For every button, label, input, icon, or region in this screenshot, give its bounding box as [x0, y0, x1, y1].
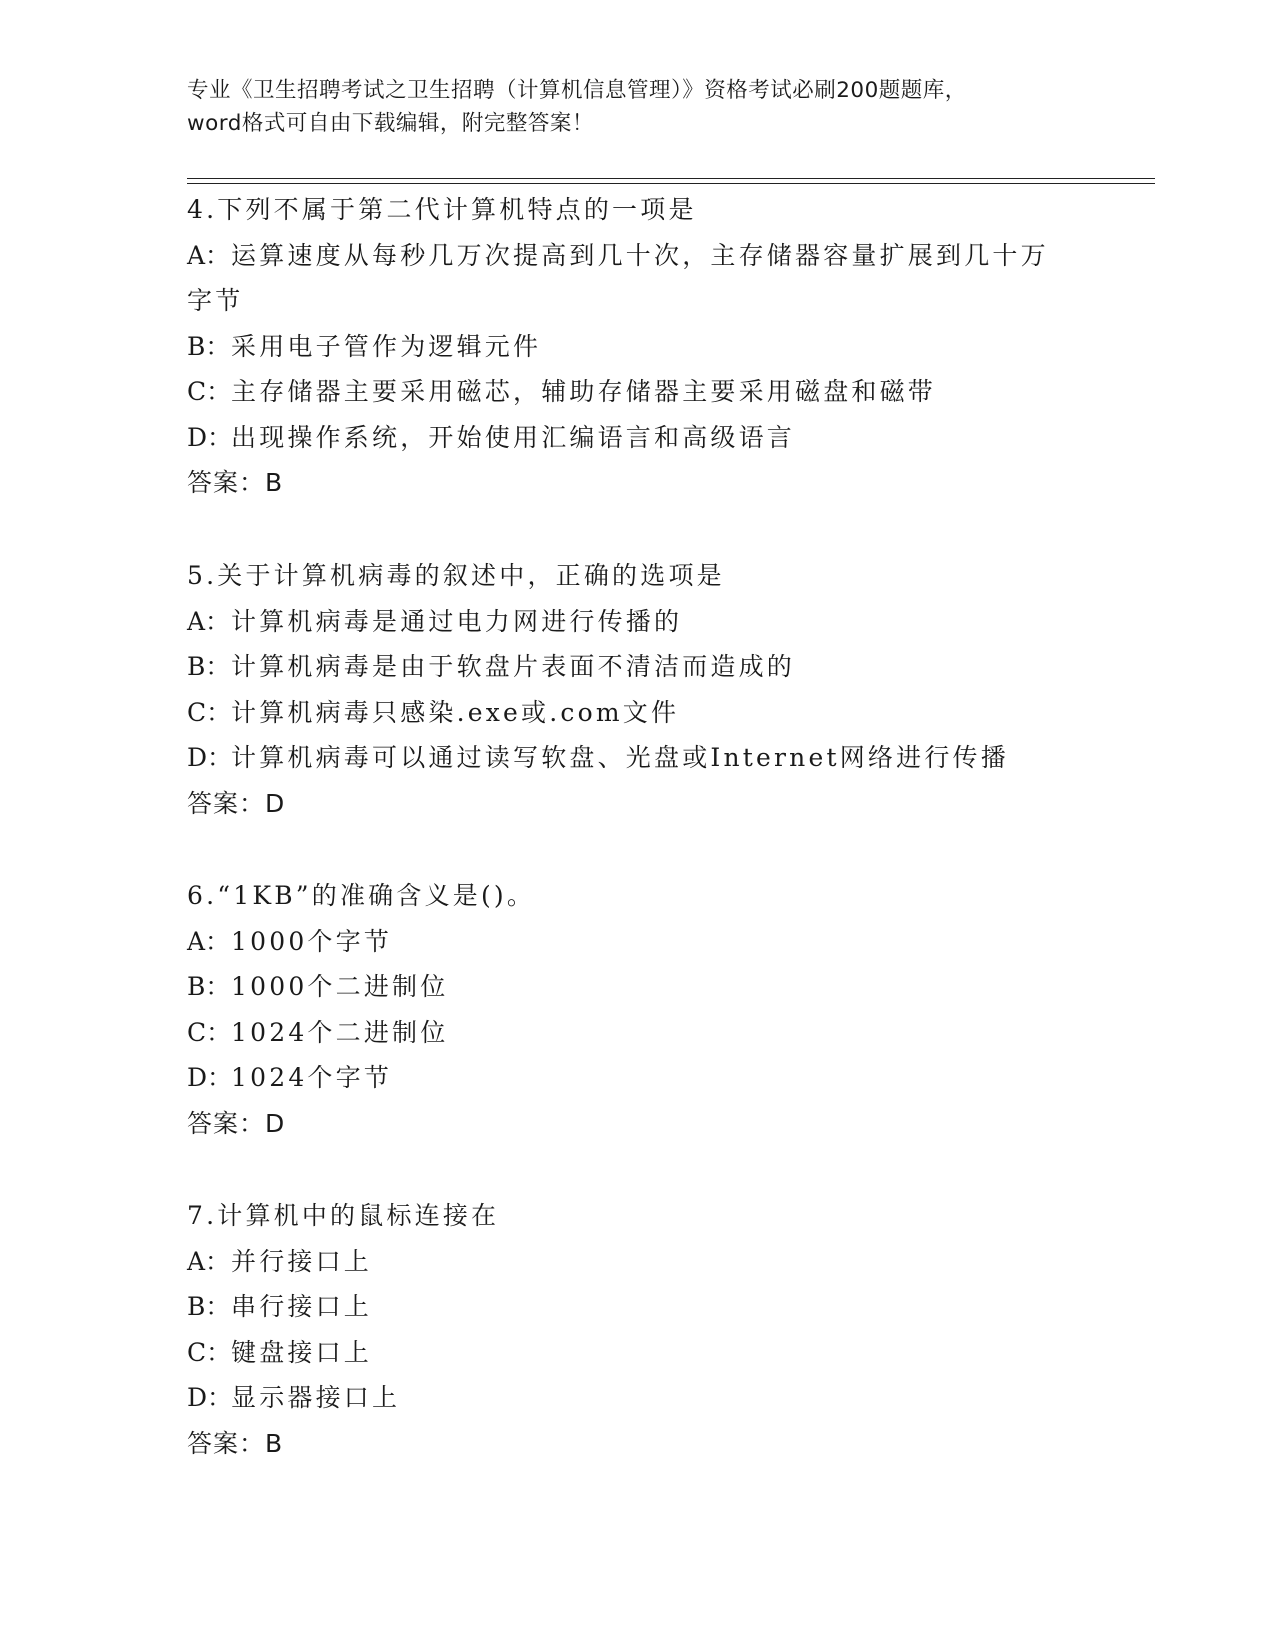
option-a — [187, 599, 1147, 645]
option-key: D： — [187, 422, 233, 452]
option-d — [187, 1055, 1147, 1101]
option-key: A： — [187, 606, 231, 636]
option-text: 运算速度从每秒几万次提高到几十次，主存储器容量扩展到几十万 — [231, 240, 1049, 270]
option-key: B： — [187, 652, 231, 681]
answer-line: 答案：B — [187, 1428, 284, 1458]
option-c — [187, 1010, 1147, 1056]
question-block — [187, 873, 1147, 1147]
question-stem: 4.下列不属于第二代计算机特点的一项是 — [187, 195, 697, 224]
option-text: 1024个二进制位 — [231, 1017, 449, 1047]
option-text: 1024个字节 — [231, 1063, 393, 1092]
question-stem: 6.“1KB”的准确含义是()。 — [187, 881, 536, 910]
option-text: 1000个字节 — [231, 926, 393, 956]
option-key: D： — [187, 1383, 233, 1412]
option-text: 计算机病毒是由于软盘片表面不清洁而造成的 — [231, 652, 796, 681]
option-text: 出现操作系统，开始使用汇编语言和高级语言 — [231, 422, 796, 452]
option-text: 串行接口上 — [231, 1292, 373, 1321]
option-text: 并行接口上 — [231, 1246, 373, 1276]
option-text: 采用电子管作为逻辑元件 — [231, 331, 542, 361]
option-key: D： — [187, 743, 233, 772]
option-key: B： — [187, 972, 231, 1001]
option-b — [187, 1284, 1147, 1330]
option-text: 1000个二进制位 — [231, 972, 449, 1001]
option-key: C： — [187, 1337, 232, 1367]
answer-line: 答案：D — [187, 788, 286, 818]
option-b — [187, 964, 1147, 1010]
question-block — [187, 187, 1147, 506]
header-title-line-2: word格式可自由下载编辑，附完整答案！ — [187, 111, 594, 136]
option-key: B： — [187, 1292, 231, 1321]
option-d — [187, 735, 1147, 781]
option-a — [187, 919, 1147, 965]
option-d — [187, 1375, 1147, 1421]
document-header — [187, 74, 1087, 140]
option-a — [187, 233, 1147, 279]
option-key: C： — [187, 1017, 232, 1047]
header-title-line-1: 专业《卫生招聘考试之卫生招聘（计算机信息管理）》资格考试必刷200题题库， — [187, 78, 967, 103]
option-key: D： — [187, 1063, 233, 1092]
option-d — [187, 415, 1147, 461]
answer-line: 答案：D — [187, 1108, 286, 1138]
option-b — [187, 644, 1147, 690]
option-a-continued: 字节 — [187, 286, 244, 315]
option-key: A： — [187, 1246, 231, 1276]
option-c — [187, 690, 1147, 736]
option-c — [187, 1330, 1147, 1376]
option-a — [187, 1239, 1147, 1285]
option-key: C： — [187, 377, 232, 406]
option-text: 主存储器主要采用磁芯，辅助存储器主要采用磁盘和磁带 — [231, 377, 937, 406]
header-divider-bottom — [187, 183, 1155, 184]
option-text: 显示器接口上 — [231, 1383, 401, 1412]
option-key: A： — [187, 926, 231, 956]
question-block — [187, 1193, 1147, 1467]
option-b — [187, 324, 1147, 370]
option-key: B： — [187, 331, 231, 361]
option-text: 计算机病毒只感染.exe或.com文件 — [231, 697, 680, 727]
option-text: 计算机病毒是通过电力网进行传播的 — [231, 606, 683, 636]
question-block — [187, 553, 1147, 827]
option-c — [187, 369, 1147, 415]
question-stem: 5.关于计算机病毒的叙述中，正确的选项是 — [187, 561, 725, 590]
answer-line: 答案：B — [187, 468, 284, 497]
header-divider-top — [187, 178, 1155, 179]
option-key: C： — [187, 697, 232, 727]
question-stem: 7.计算机中的鼠标连接在 — [187, 1201, 500, 1230]
option-text: 键盘接口上 — [231, 1337, 373, 1367]
option-text: 计算机病毒可以通过读写软盘、光盘或Internet网络进行传播 — [231, 743, 1009, 772]
option-key: A： — [187, 240, 231, 270]
